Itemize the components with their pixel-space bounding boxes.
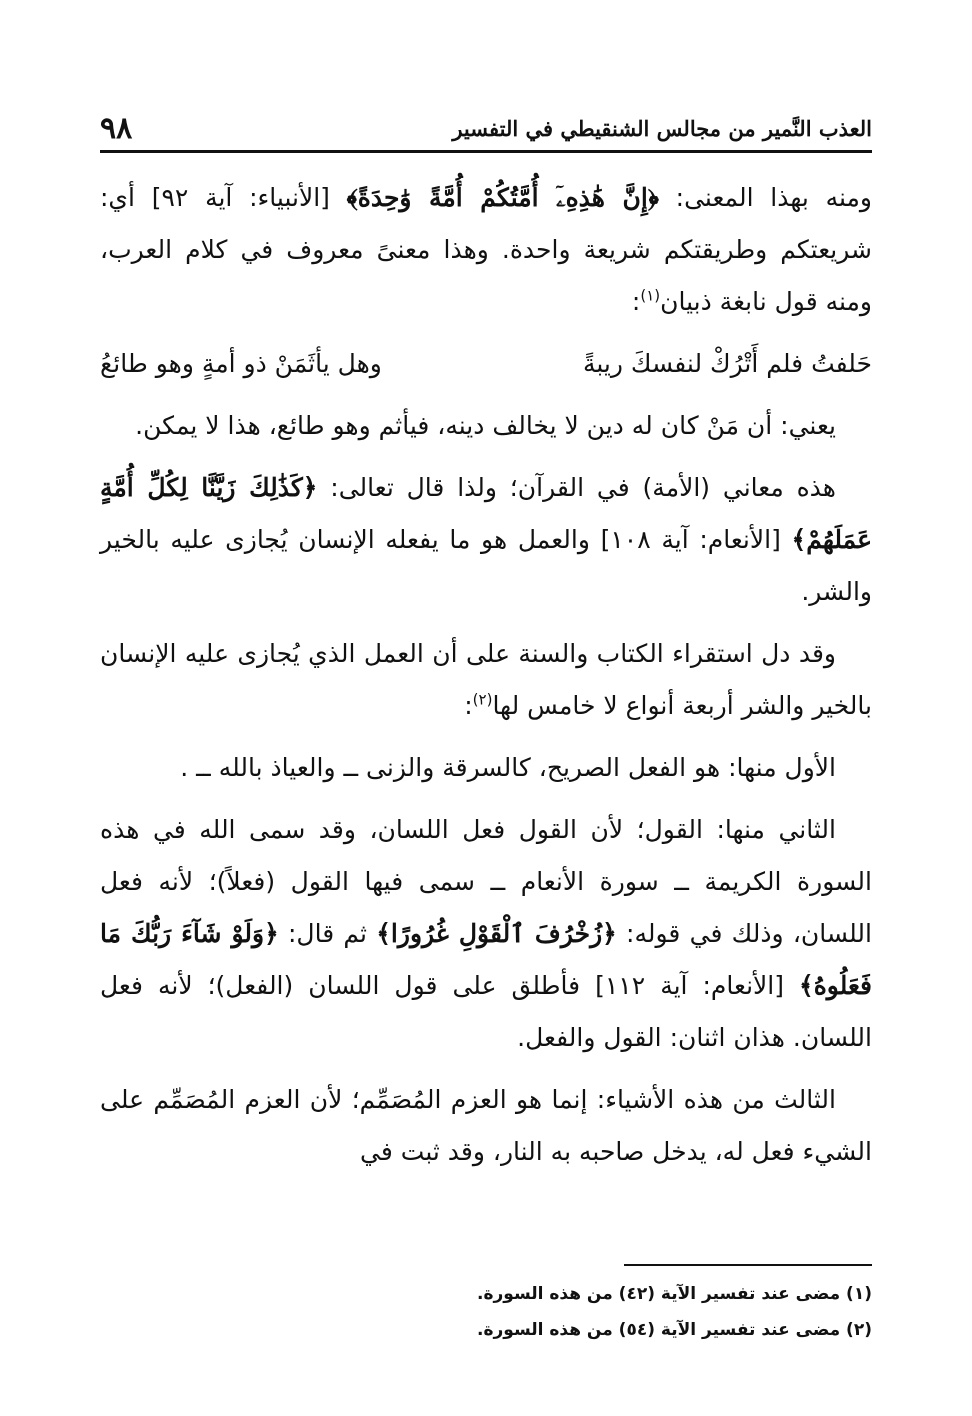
footnote-ref: (١) [640,286,661,305]
footnote-number: (٢) [846,1320,872,1340]
quran-open-bracket: ﴿ [647,183,659,212]
footnote-number: (١) [846,1284,872,1304]
footnote-1 [100,1276,872,1312]
page-number: ٩٨ [100,110,133,146]
text: وقد دل استقراء الكتاب والسنة على أن العمل الذي يُجازى عليه الإنسان بالخير والشر أربعة أنواع لا خامس لها [100,639,872,720]
paragraph-7: الثالث من هذه الأشياء: إنما هو العزم المُصَمِّم؛ لأن العزم المُصَمِّم على الشيء فعل له، يدخل صاحبه به النار، وقد ثبت في [100,1085,872,1166]
paragraph-2: يعني: أن مَنْ كان له دين لا يخالف دينه، فيأثم وهو طائع، هذا لا يمكن. [135,411,836,440]
text: ثم قال: [278,919,377,948]
text: [الأنعام: آية ١٠٨] والعمل هو ما يفعله الإنسان يُجازى عليه بالخير والشر. [100,525,872,606]
footnotes [100,1276,872,1348]
quran-open-bracket: ﴿ [602,919,617,948]
quran-close-bracket: ﴾ [346,183,358,212]
quran-quote: زُخْرُفَ ٱلْقَوْلِ غُرُورًا [390,919,603,948]
footnote-text: مضى عند تفسير الآية (٤٢) من هذه السورة. [477,1284,841,1304]
paragraph-6 [100,804,872,1064]
poetry-verse [100,338,872,390]
page-header [100,108,872,148]
quran-close-bracket: ﴾ [799,971,814,1000]
body-text [100,172,872,1188]
quran-quote: كَذَٰلِكَ زَيَّنَّا لِكُلِّ أُمَّةٍ عَمَلَهُمْ [100,473,872,554]
paragraph-3 [100,462,872,618]
quran-open-bracket: ﴿ [302,473,318,502]
text: ومنه بهذا المعنى: [658,183,872,212]
text: [الأنعام: آية ١١٢] فأطلق على قول اللسان (الفعل)؛ لأنه فعل اللسان. هذان اثنان: القول والفعل. [100,971,872,1052]
footnote-ref: (٢) [472,690,493,709]
paragraph-1 [100,172,872,328]
paragraph-5: الأول منها: هو الفعل الصريح، كالسرقة والزنى ــ والعياذ بالله ــ . [180,753,836,782]
footnote-rule [624,1264,872,1266]
verse-first-hemistich: حَلفتُ فلم أَتْرُكْ لنفسكَ ريبةً [582,349,872,378]
text: أي: شريعتكم وطريقتكم شريعة واحدة. وهذا معنىً معروف في كلام العرب، ومنه قول نابغة ذبيان [100,183,872,316]
text: هذه معاني (الأمة) في القرآن؛ ولذا قال تعالى: [317,473,836,502]
quran-open-bracket: ﴿ [264,919,279,948]
verse-reference: [الأنبياء: آية ٩٢] [151,183,347,212]
header-rule [100,150,872,153]
footnote-text: مضى عند تفسير الآية (٥٤) من هذه السورة. [477,1320,841,1340]
quran-close-bracket: ﴾ [376,919,391,948]
quran-quote: وَلَوْ شَآءَ رَبُّكَ مَا فَعَلُوهُ [100,919,872,1000]
quran-quote: إِنَّ هَٰذِهِۦٓ أُمَّتُكُمْ أُمَّةً وَٰحِدَةً [357,183,648,212]
text: الثاني منها: القول؛ لأن القول فعل اللسان، وقد سمى الله في هذه السورة الكريمة ــ سورة الأنعام ــ سمى فيها القول (فعلاً)؛ لأنه فعل اللسان، وذلك في قوله: [100,815,872,948]
running-title: العذب النَّمير من مجالس الشنقيطي في التفسير [452,115,872,141]
footnote-2 [100,1312,872,1348]
paragraph-4 [100,628,872,732]
text: : [631,287,641,316]
text: : [464,691,473,720]
verse-second-hemistich: وهل يأثَمَنْ ذو أمةٍ وهو طائعُ [100,349,382,378]
quran-close-bracket: ﴾ [791,525,807,554]
